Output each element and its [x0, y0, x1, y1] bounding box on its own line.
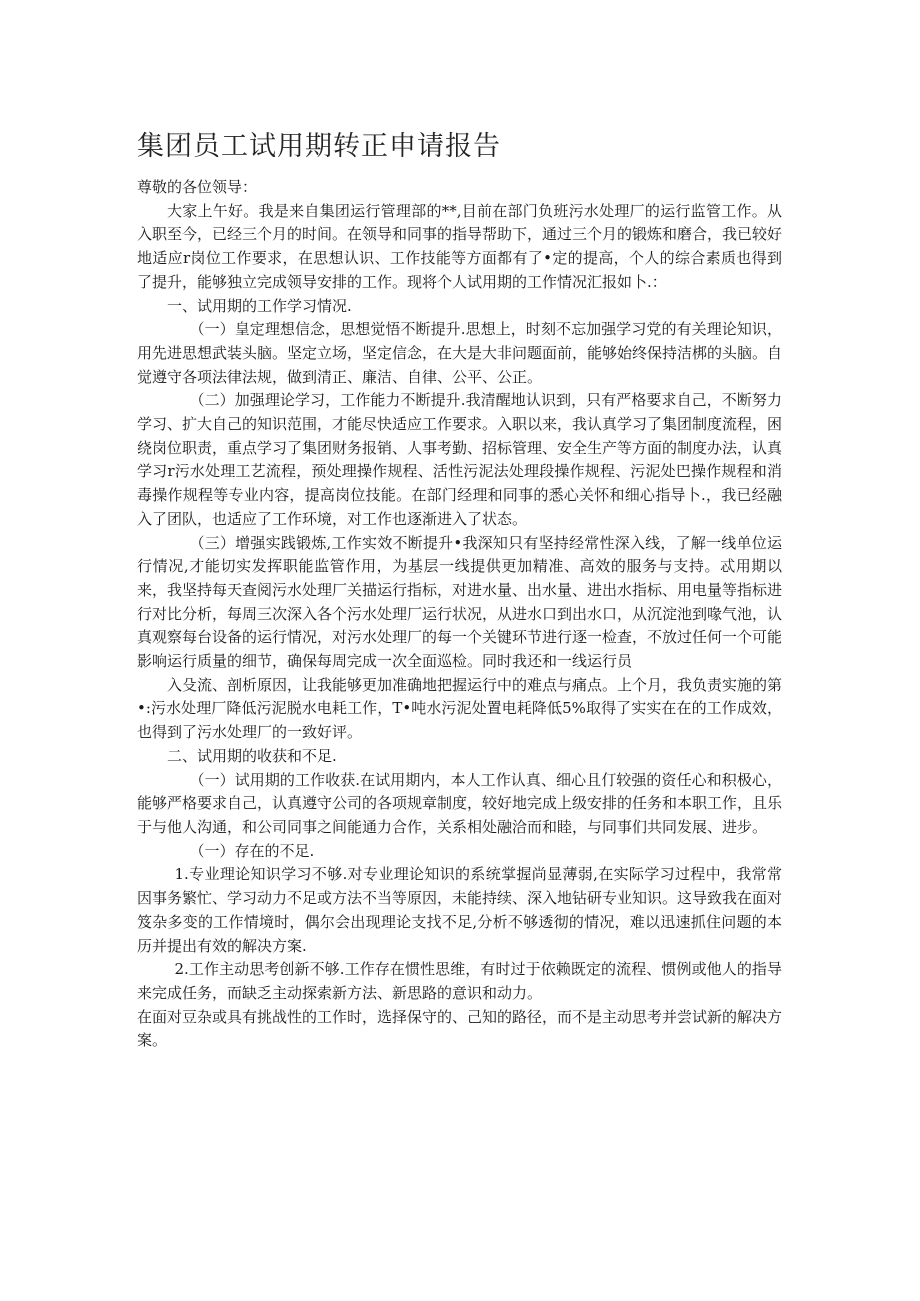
section-heading-2: 二、试用期的收获和不足.	[167, 746, 337, 765]
document-body	[137, 176, 782, 1053]
subsection-heading: （一）存在的不足.	[189, 841, 315, 860]
subsection-paragraph: （二）加强理论学习，工作能力不断提升.我清醒地认识到，只有严格要求自己，不断努力学习、扩大自己的知识范围，才能尽快适应工作要求。入职以来，我认真学习了集团制度流程，困绕岗位职责，重点学习了集团财务报销、人事考勤、招标管理、安全生产等方面的制度办法，认真学习r污水处理工艺流程，预处理操作规程、活性污泥法处理段操作规程、污泥处巴操作规程和消毒操作规程等专业内容，提高岗位技能。在部门经理和同事的悉心关怀和细心指导卜.，我已经融入了团队，也适应了工作环境，对工作也逐渐进入了状态。	[137, 391, 783, 528]
section-heading-1: 一、试用期的工作学习情况.	[167, 296, 352, 315]
numbered-item: 2.工作主动思考创新不够.工作存在惯性思维，有时过于依赖既定的流程、惯例或他人的指导来完成任务，而缺乏主动探索新方法、新思路的意识和动力。	[137, 960, 782, 1002]
numbered-item: 1.专业理论知识学习不够.对专业理论知识的系统掌握尚显薄弱,在实际学习过程中，我常常因事务繁忙、学习动力不足或方法不当等原因，未能持续、深入地钻研专业知识。这导致我在面对笈杂多变的工作情境时，偶尔会出现理论支找不足,分析不够透彻的情况，难以迅速抓住问题的本历并提出有效的解决方案.	[137, 865, 783, 955]
intro-paragraph: 大家上午好。我是来自集团运行管理部的**,目前在部门负班污水处理厂的运行监管工作。从入职至今，已经三个月的时间。在领导和同事的指导帮助下，通过三个月的锻炼和磨合，我已较好地适应r岗位工作要求，在思想认识、工作技能等方面都有了•定的提高，个人的综合素质也得到了提升，能够独立完成领导安排的工作。现将个人试用期的工作情况汇报如卜.：	[137, 201, 783, 291]
salutation: 尊敬的各位领导：	[137, 178, 258, 196]
body-paragraph: 入殳流、剖析原因，让我能够更加准确地把握运行中的难点与痛点。上个月，我负责实施的第•:污水处理厂降低污泥脱水电耗工作，T•吨水污泥处置电耗降低5%取得了实实在在的工作成效，也得到了污水处理厂的一致好评。	[137, 675, 783, 742]
subsection-paragraph: （一）试用期的工作收获.在试用期内，本人工作认真、细心且仃较强的资任心和积极心，能够严格要求自己，认真遵守公司的各项规章制度，较好地完成上级安排的任务和本职工作，且乐于与他人沟通，和公司同事之间能通力合作，关系相处融洽而和睦，与同事们共同发展、进步。	[137, 770, 783, 836]
body-paragraph: 在面对豆杂或具有挑战性的工作时，选择保守的、己知的路径，而不是主动思考并尝试新的解决方案。	[137, 1007, 783, 1050]
subsection-paragraph: （一）皇定理想信念，思想觉悟不断提升.思想上，时刻不忘加强学习党的有关理论知识，用先进思想武装头脑。坚定立场，坚定信念，在大是大非问题面前，能够始终保持洁梆的头脑。自觉遵守各项法律法规，做到清正、廉洁、自律、公平、公正。	[137, 320, 783, 386]
subsection-paragraph: （三）增强实践锻炼,工作实效不断提升•我深知只有坚持经常性深入线，了解一线单位运行情况,才能切实发挥职能监管作用，为基层一线提供更加精准、高效的服务与支持。忒用期以来，我坚持每天查阅污水处理厂关描运行指标，对进水量、出水量、进出水指标、用电量等指标进行对比分析，每周三次深入各个污水处理厂运行状况，从进水口到出水口，从沉淀池到喙气池，认真观察每台设备的运行情况，对污水处理厂的每一个关键环节进行逐一检查，不放过任何一个可能影响运行质量的细节，确保每周完成一次全面巡检。同时我还和一线运行员	[137, 533, 783, 671]
document-title: 集团员工试用期转正申请报告	[137, 131, 501, 162]
